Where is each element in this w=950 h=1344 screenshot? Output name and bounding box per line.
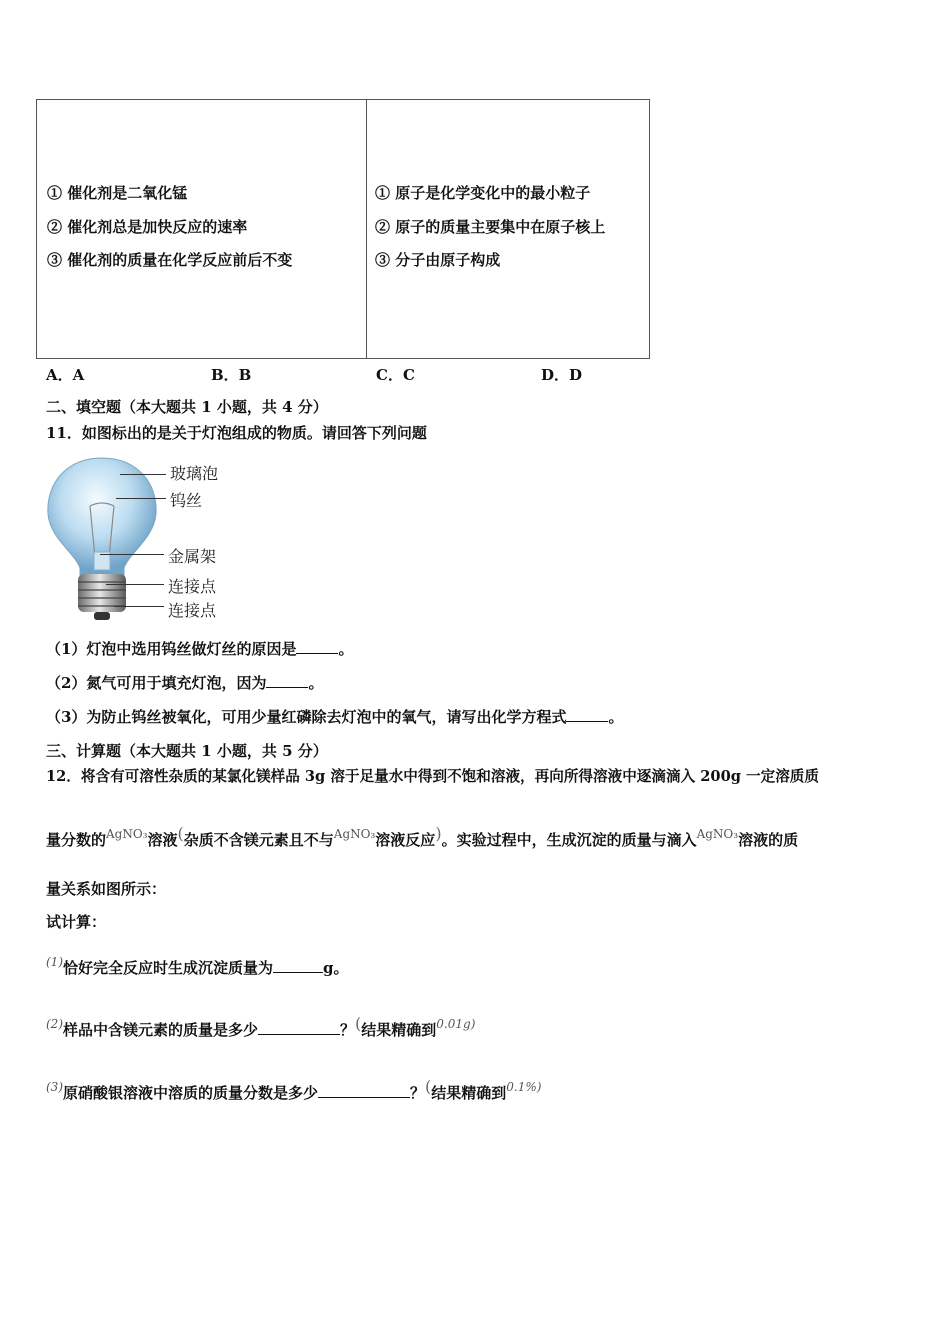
- agno3-formula-2: AgNO₃: [333, 827, 376, 841]
- right-cell-line-1: ① 原子是化学变化中的最小粒子: [375, 184, 591, 202]
- p3-precision: 0.1%): [506, 1080, 542, 1094]
- label-tungsten-filament: 钨丝: [170, 491, 203, 510]
- p1-text: 恰好完全反应时生成沉淀质量为: [63, 959, 274, 977]
- label-contact-point-2: 连接点: [168, 601, 217, 620]
- q11-sub3: [46, 707, 623, 727]
- label-line-glass: [120, 474, 166, 475]
- q12-part3: [46, 1077, 542, 1104]
- open-paren-1: (: [177, 824, 184, 843]
- table-divider: [366, 100, 367, 358]
- q12-l2c: 杂质不含镁元素且不与: [183, 831, 334, 849]
- q11-sub3-end: 。: [608, 708, 624, 726]
- choice-a[interactable]: A．A: [46, 366, 85, 384]
- p2-end: ？: [340, 1021, 356, 1039]
- label-line-frame: [100, 554, 164, 555]
- question-11: 11．如图标出的是关于灯泡组成的物质。请回答下列问题: [46, 424, 427, 442]
- p2-text: 样品中含镁元素的质量是多少: [63, 1021, 259, 1039]
- p2-note: 结果精确到: [361, 1021, 437, 1039]
- p3-number: (3): [46, 1080, 63, 1094]
- section2-heading: 二、填空题（本大题共 1 小题，共 4 分）: [46, 398, 328, 416]
- choice-c[interactable]: C．C: [376, 366, 415, 384]
- agno3-formula-1: AgNO₃: [106, 827, 148, 841]
- q12-l2d: 溶液反应: [375, 831, 436, 849]
- label-line-contact-1: [106, 584, 164, 585]
- light-bulb-figure: [44, 456, 234, 626]
- p2-blank[interactable]: [258, 1020, 340, 1035]
- p1-end: g。: [323, 959, 349, 977]
- q12-line1: 12．将含有可溶性杂质的某氯化镁样品 3g 溶于足量水中得到不饱和溶液，再向所得溶液中逐滴滴入 200g 一定溶质质: [46, 768, 819, 785]
- q12-l2e: 。实验过程中，生成沉淀的质量与滴入: [441, 831, 697, 849]
- q12-line2: [46, 824, 799, 851]
- open-paren-3: (: [425, 1077, 432, 1096]
- p2-number: (2): [46, 1017, 63, 1031]
- q11-sub3-blank[interactable]: [566, 707, 608, 722]
- q12-line3: 量关系如图所示：: [46, 880, 167, 898]
- q12-try: 试计算：: [46, 913, 107, 931]
- choice-d[interactable]: D．D: [541, 366, 583, 384]
- agno3-formula-3: AgNO₃: [696, 827, 739, 841]
- q11-sub2-blank[interactable]: [266, 673, 308, 688]
- label-metal-frame: 金属架: [168, 547, 217, 566]
- q12-l2b: 溶液: [147, 831, 178, 849]
- q12-l2a: 量分数的: [46, 831, 107, 849]
- q11-sub1-end: 。: [338, 640, 354, 658]
- q11-sub1-text: （1）灯泡中选用钨丝做灯丝的原因是: [46, 640, 297, 658]
- right-cell-line-3: ③ 分子由原子构成: [375, 251, 501, 269]
- right-cell-line-2: ② 原子的质量主要集中在原子核上: [375, 218, 606, 236]
- q12-l2f: 溶液的质: [738, 831, 799, 849]
- label-glass-bulb: 玻璃泡: [170, 464, 219, 483]
- p3-text: 原硝酸银溶液中溶质的质量分数是多少: [63, 1084, 319, 1102]
- q11-sub2: [46, 673, 323, 693]
- q11-sub1-blank[interactable]: [296, 639, 338, 654]
- close-paren-1: ): [435, 824, 442, 843]
- left-cell-line-2: ② 催化剂总是加快反应的速率: [47, 218, 248, 236]
- choice-b[interactable]: B．B: [211, 366, 252, 384]
- p1-number: (1): [46, 955, 63, 969]
- q11-sub3-text: （3）为防止钨丝被氧化，可用少量红磷除去灯泡中的氧气，请写出化学方程式: [46, 708, 567, 726]
- p2-precision: 0.01g): [436, 1017, 476, 1031]
- p3-end: ？: [410, 1084, 426, 1102]
- section3-heading: 三、计算题（本大题共 1 小题，共 5 分）: [46, 742, 328, 760]
- left-cell-line-3: ③ 催化剂的质量在化学反应前后不变: [47, 251, 293, 269]
- label-line-contact-2: [114, 606, 164, 607]
- light-bulb-icon: [44, 456, 164, 626]
- p1-blank[interactable]: [273, 958, 323, 973]
- options-table: [36, 99, 650, 359]
- p3-blank[interactable]: [318, 1083, 410, 1098]
- q11-sub2-end: 。: [308, 674, 324, 692]
- left-cell-line-1: ① 催化剂是二氧化锰: [47, 184, 188, 202]
- q11-sub2-text: （2）氮气可用于填充灯泡，因为: [46, 674, 267, 692]
- q11-sub1: [46, 639, 353, 659]
- label-contact-point-1: 连接点: [168, 577, 217, 596]
- open-paren-2: (: [355, 1014, 362, 1033]
- q12-part2: [46, 1014, 476, 1041]
- q12-part1: [46, 955, 349, 979]
- label-line-filament: [116, 498, 166, 499]
- p3-note: 结果精确到: [431, 1084, 507, 1102]
